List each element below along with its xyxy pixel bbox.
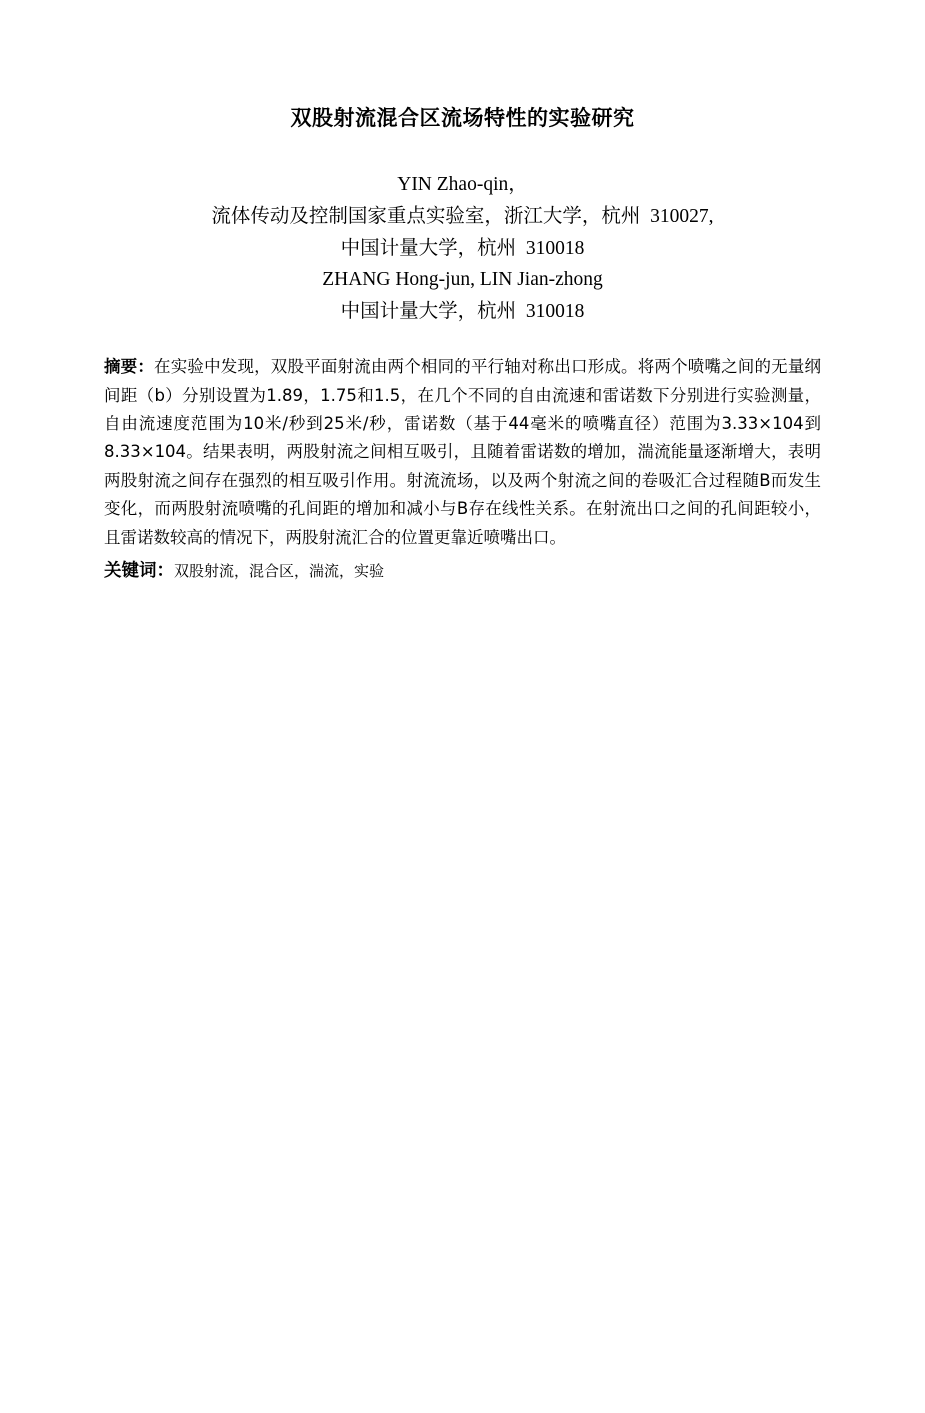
affiliation-line: 中国计量大学，杭州 310018 xyxy=(340,237,585,259)
document-page xyxy=(0,104,925,1413)
page-title: 双股射流混合区流场特性的实验研究 xyxy=(290,106,635,130)
affiliation-line: 流体传动及控制国家重点实验室，浙江大学，杭州 310027, xyxy=(211,205,714,227)
author-line: YIN Zhao-qin， xyxy=(397,174,528,196)
author-line: ZHANG Hong-jun, LIN Jian-zhong xyxy=(322,269,603,291)
keywords-label: 关键词： xyxy=(104,560,174,581)
abstract-label: 摘要： xyxy=(104,357,155,377)
keywords-block xyxy=(104,556,821,586)
abstract-text: 在实验中发现，双股平面射流由两个相同的平行轴对称出口形成。将两个喷嘴之间的无量纲间距（b）分别设置为1.89，1.75和1.5，在几个不同的自由流速和雷诺数下分别进行实验测量，自由流速度范围为10米/秒到25米/秒，雷诺数（基于44毫米的喷嘴直径）范围为3.33×104到8.33×104。结果表明，两股射流之间相互吸引，且随着雷诺数的增加，湍流能量逐渐增大，表明两股射流之间存在强烈的相互吸引作用。射流流场，以及两个射流之间的卷吸汇合过程随B而发生变化，而两股射流喷嘴的孔间距的增加和减小与B存在线性关系。在射流出口之间的孔间距较小，且雷诺数较高的情况下，两股射流汇合的位置更靠近喷嘴出口。 xyxy=(104,357,822,547)
abstract-block xyxy=(104,353,821,552)
keywords-text: 双股射流，混合区，湍流，实验 xyxy=(174,561,385,580)
authors-affiliation-block xyxy=(104,169,821,327)
affiliation-line: 中国计量大学，杭州 310018 xyxy=(340,300,585,322)
